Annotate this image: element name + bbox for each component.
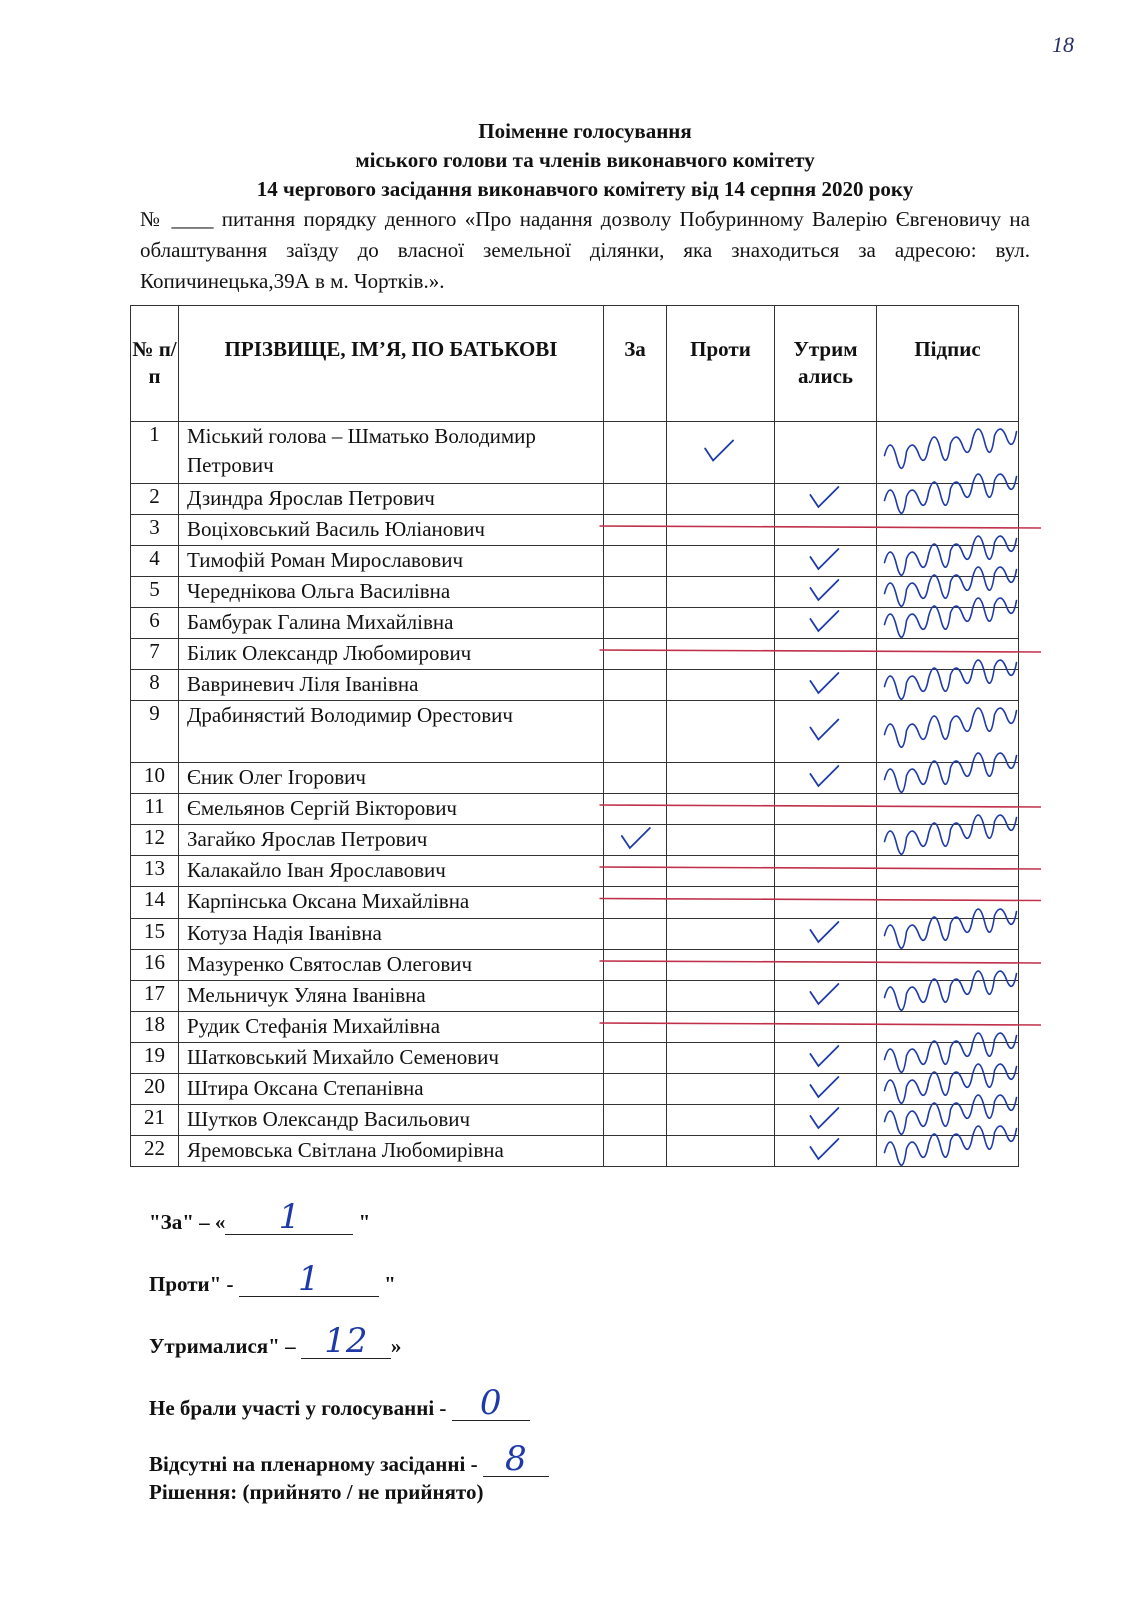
member-name: Вавриневич Ліля Іванівна — [179, 670, 604, 701]
vote-for-cell — [604, 608, 667, 639]
member-name: Карпінська Оксана Михайлівна — [179, 887, 604, 919]
vote-against-cell — [667, 1043, 775, 1074]
row-number: 1 — [131, 422, 179, 484]
table-row — [131, 1012, 1019, 1043]
table-row — [131, 825, 1019, 856]
member-name: Рудик Стефанія Михайлівна — [179, 1012, 604, 1043]
row-number: 15 — [131, 919, 179, 950]
member-name: Білик Олександр Любомирович — [179, 639, 604, 670]
row-number: 21 — [131, 1105, 179, 1136]
table-row — [131, 422, 1019, 484]
row-number: 12 — [131, 825, 179, 856]
document-header — [140, 117, 1030, 297]
summary-for-blank — [225, 1197, 353, 1237]
signature-cell — [877, 856, 1019, 887]
row-number: 6 — [131, 608, 179, 639]
summary-abstain-label: Утрималися" – — [149, 1334, 301, 1358]
vote-for-cell — [604, 670, 667, 701]
summary-decision: Рішення: (прийнято / не прийнято) — [149, 1480, 484, 1504]
signature-cell — [877, 546, 1019, 577]
vote-for-cell — [604, 763, 667, 794]
voting-table — [130, 305, 1019, 1167]
signature-cell — [877, 670, 1019, 701]
summary-for — [149, 1197, 371, 1237]
vote-against-cell — [667, 546, 775, 577]
row-number: 17 — [131, 981, 179, 1012]
row-number: 20 — [131, 1074, 179, 1105]
vote-for-cell — [604, 1105, 667, 1136]
vote-against-cell — [667, 919, 775, 950]
table-row — [131, 577, 1019, 608]
vote-for-cell — [604, 1012, 667, 1043]
vote-abstain-cell — [775, 887, 877, 919]
vote-for-cell — [604, 856, 667, 887]
vote-abstain-cell — [775, 825, 877, 856]
vote-against-cell — [667, 887, 775, 919]
summary-against-label: Проти" - — [149, 1272, 239, 1296]
agenda-subject: № ____ питання порядку денного «Про надання дозволу Побуринному Валерію Євгеновичу на облаштування заїзду до власної земельної ділянки, яка знаходиться за адресою: вул. Копичинецька,39А в м. Чортків.». — [140, 207, 1030, 293]
vote-for-cell — [604, 794, 667, 825]
signature-cell — [877, 701, 1019, 763]
meeting-line: 14 чергового засідання виконавчого комітету від 14 серпня 2020 року — [256, 177, 914, 201]
vote-against-cell — [667, 1105, 775, 1136]
row-number: 5 — [131, 577, 179, 608]
table-row — [131, 981, 1019, 1012]
row-number: 22 — [131, 1136, 179, 1167]
vote-abstain-cell — [775, 515, 877, 546]
member-name: Міський голова – Шматько Володимир Петрович — [179, 422, 604, 484]
signature-cell — [877, 577, 1019, 608]
signature-cell — [877, 1043, 1019, 1074]
signature-cell — [877, 794, 1019, 825]
member-name: Яремовська Світлана Любомирівна — [179, 1136, 604, 1167]
vote-abstain-cell — [775, 546, 877, 577]
summary-for-value: 1 — [278, 1197, 301, 1237]
signature-cell — [877, 515, 1019, 546]
member-name: Шатковський Михайло Семенович — [179, 1043, 604, 1074]
vote-for-cell — [604, 422, 667, 484]
signature-cell — [877, 1012, 1019, 1043]
vote-for-cell — [604, 981, 667, 1012]
vote-against-cell — [667, 825, 775, 856]
vote-abstain-cell — [775, 1012, 877, 1043]
vote-abstain-cell — [775, 1105, 877, 1136]
vote-for-cell — [604, 825, 667, 856]
vote-abstain-cell — [775, 577, 877, 608]
row-number: 9 — [131, 701, 179, 763]
table-row — [131, 856, 1019, 887]
summary-for-suffix: " — [353, 1210, 371, 1234]
vote-against-cell — [667, 1012, 775, 1043]
summary-absent-label: Відсутні на пленарному засіданні - — [149, 1452, 483, 1476]
vote-for-cell — [604, 515, 667, 546]
signature-cell — [877, 422, 1019, 484]
vote-against-cell — [667, 577, 775, 608]
col-signature-header: Підпис — [877, 306, 1019, 422]
vote-against-cell — [667, 856, 775, 887]
col-abstain-header: Утрим ались — [775, 306, 877, 422]
summary-against-value: 1 — [297, 1259, 320, 1299]
vote-for-cell — [604, 950, 667, 981]
vote-for-cell — [604, 546, 667, 577]
vote-against-cell — [667, 639, 775, 670]
vote-against-cell — [667, 981, 775, 1012]
row-number: 7 — [131, 639, 179, 670]
row-number: 10 — [131, 763, 179, 794]
row-number: 14 — [131, 887, 179, 919]
table-row — [131, 1136, 1019, 1167]
table-row — [131, 1105, 1019, 1136]
vote-for-cell — [604, 577, 667, 608]
summary-for-label: "За" – « — [149, 1210, 226, 1234]
vote-for-cell — [604, 484, 667, 515]
vote-abstain-cell — [775, 701, 877, 763]
table-row — [131, 1043, 1019, 1074]
member-name: Драбинястий Володимир Орестович — [179, 701, 604, 763]
table-row — [131, 546, 1019, 577]
vote-against-cell — [667, 794, 775, 825]
table-row — [131, 670, 1019, 701]
table-row — [131, 515, 1019, 546]
row-number: 18 — [131, 1012, 179, 1043]
vote-abstain-cell — [775, 639, 877, 670]
vote-abstain-cell — [775, 950, 877, 981]
table-row — [131, 608, 1019, 639]
vote-against-cell — [667, 950, 775, 981]
signature-cell — [877, 950, 1019, 981]
member-name: Калакайло Іван Ярославович — [179, 856, 604, 887]
table-row — [131, 794, 1019, 825]
signature-cell — [877, 639, 1019, 670]
summary-against-blank — [239, 1259, 379, 1299]
signature-cell — [877, 1105, 1019, 1136]
row-number: 11 — [131, 794, 179, 825]
summary-abstain-suffix: » — [390, 1334, 402, 1358]
signature-cell — [877, 981, 1019, 1012]
vote-against-cell — [667, 1136, 775, 1167]
vote-abstain-cell — [775, 484, 877, 515]
member-name: Воціховський Василь Юліанович — [179, 515, 604, 546]
document-title: Поіменне голосування — [478, 119, 692, 143]
member-name: Дзиндра Ярослав Петрович — [179, 484, 604, 515]
row-number: 19 — [131, 1043, 179, 1074]
summary-abstain-blank — [301, 1321, 391, 1361]
summary-abstain-value: 12 — [324, 1321, 368, 1361]
vote-abstain-cell — [775, 981, 877, 1012]
vote-abstain-cell — [775, 1043, 877, 1074]
summary-not-voting-blank — [452, 1383, 530, 1423]
member-name: Мельничук Уляна Іванівна — [179, 981, 604, 1012]
signature-cell — [877, 608, 1019, 639]
vote-for-cell — [604, 701, 667, 763]
table-row — [131, 701, 1019, 763]
col-name-header: ПРІЗВИЩЕ, ІМ’Я, ПО БАТЬКОВІ — [179, 306, 604, 422]
summary-not-voting-label: Не брали участі у голосуванні - — [149, 1396, 452, 1420]
row-number: 8 — [131, 670, 179, 701]
vote-against-cell — [667, 701, 775, 763]
row-number: 16 — [131, 950, 179, 981]
vote-against-cell — [667, 670, 775, 701]
vote-for-cell — [604, 1074, 667, 1105]
member-name: Тимофій Роман Мирославович — [179, 546, 604, 577]
vote-for-cell — [604, 1136, 667, 1167]
row-number: 4 — [131, 546, 179, 577]
vote-for-cell — [604, 887, 667, 919]
vote-abstain-cell — [775, 794, 877, 825]
col-against-header: Проти — [667, 306, 775, 422]
table-row — [131, 484, 1019, 515]
vote-abstain-cell — [775, 856, 877, 887]
vote-abstain-cell — [775, 1136, 877, 1167]
summary-absent-blank — [483, 1439, 549, 1479]
vote-against-cell — [667, 484, 775, 515]
member-name: Шутков Олександр Васильович — [179, 1105, 604, 1136]
member-name: Загайко Ярослав Петрович — [179, 825, 604, 856]
member-name: Череднікова Ольга Василівна — [179, 577, 604, 608]
vote-abstain-cell — [775, 919, 877, 950]
vote-abstain-cell — [775, 763, 877, 794]
page-number: 18 — [1052, 32, 1074, 57]
vote-for-cell — [604, 639, 667, 670]
col-for-header: За — [604, 306, 667, 422]
vote-for-cell — [604, 919, 667, 950]
signature-cell — [877, 825, 1019, 856]
table-row — [131, 919, 1019, 950]
member-name: Бамбурак Галина Михайлівна — [179, 608, 604, 639]
signature-cell — [877, 1074, 1019, 1105]
vote-against-cell — [667, 422, 775, 484]
summary-against-suffix: " — [378, 1272, 396, 1296]
row-number: 13 — [131, 856, 179, 887]
signature-cell — [877, 887, 1019, 919]
vote-abstain-cell — [775, 1074, 877, 1105]
signature-cell — [877, 919, 1019, 950]
vote-abstain-cell — [775, 608, 877, 639]
summary-abstain — [149, 1321, 402, 1361]
row-number: 3 — [131, 515, 179, 546]
document-subtitle: міського голови та членів виконавчого комітету — [355, 148, 815, 172]
table-row — [131, 1074, 1019, 1105]
signature-cell — [877, 484, 1019, 515]
member-name: Мазуренко Святослав Олегович — [179, 950, 604, 981]
vote-against-cell — [667, 608, 775, 639]
summary-not-voting-value: 0 — [479, 1383, 502, 1423]
member-name: Штира Оксана Степанівна — [179, 1074, 604, 1105]
summary-against — [149, 1259, 396, 1299]
table-header-row — [131, 306, 1019, 422]
member-name: Ємельянов Сергій Вікторович — [179, 794, 604, 825]
vote-abstain-cell — [775, 422, 877, 484]
vote-for-cell — [604, 1043, 667, 1074]
table-row — [131, 950, 1019, 981]
member-name: Єник Олег Ігорович — [179, 763, 604, 794]
member-name: Котуза Надія Іванівна — [179, 919, 604, 950]
table-row — [131, 763, 1019, 794]
row-number: 2 — [131, 484, 179, 515]
summary-absent-value: 8 — [505, 1439, 527, 1479]
vote-abstain-cell — [775, 670, 877, 701]
table-row — [131, 887, 1019, 919]
summary-not-voting — [149, 1383, 530, 1423]
vote-against-cell — [667, 515, 775, 546]
vote-against-cell — [667, 763, 775, 794]
signature-cell — [877, 763, 1019, 794]
summary-absent — [149, 1439, 549, 1479]
signature-cell — [877, 1136, 1019, 1167]
table-row — [131, 639, 1019, 670]
vote-against-cell — [667, 1074, 775, 1105]
col-number-header: № п/п — [131, 306, 179, 422]
